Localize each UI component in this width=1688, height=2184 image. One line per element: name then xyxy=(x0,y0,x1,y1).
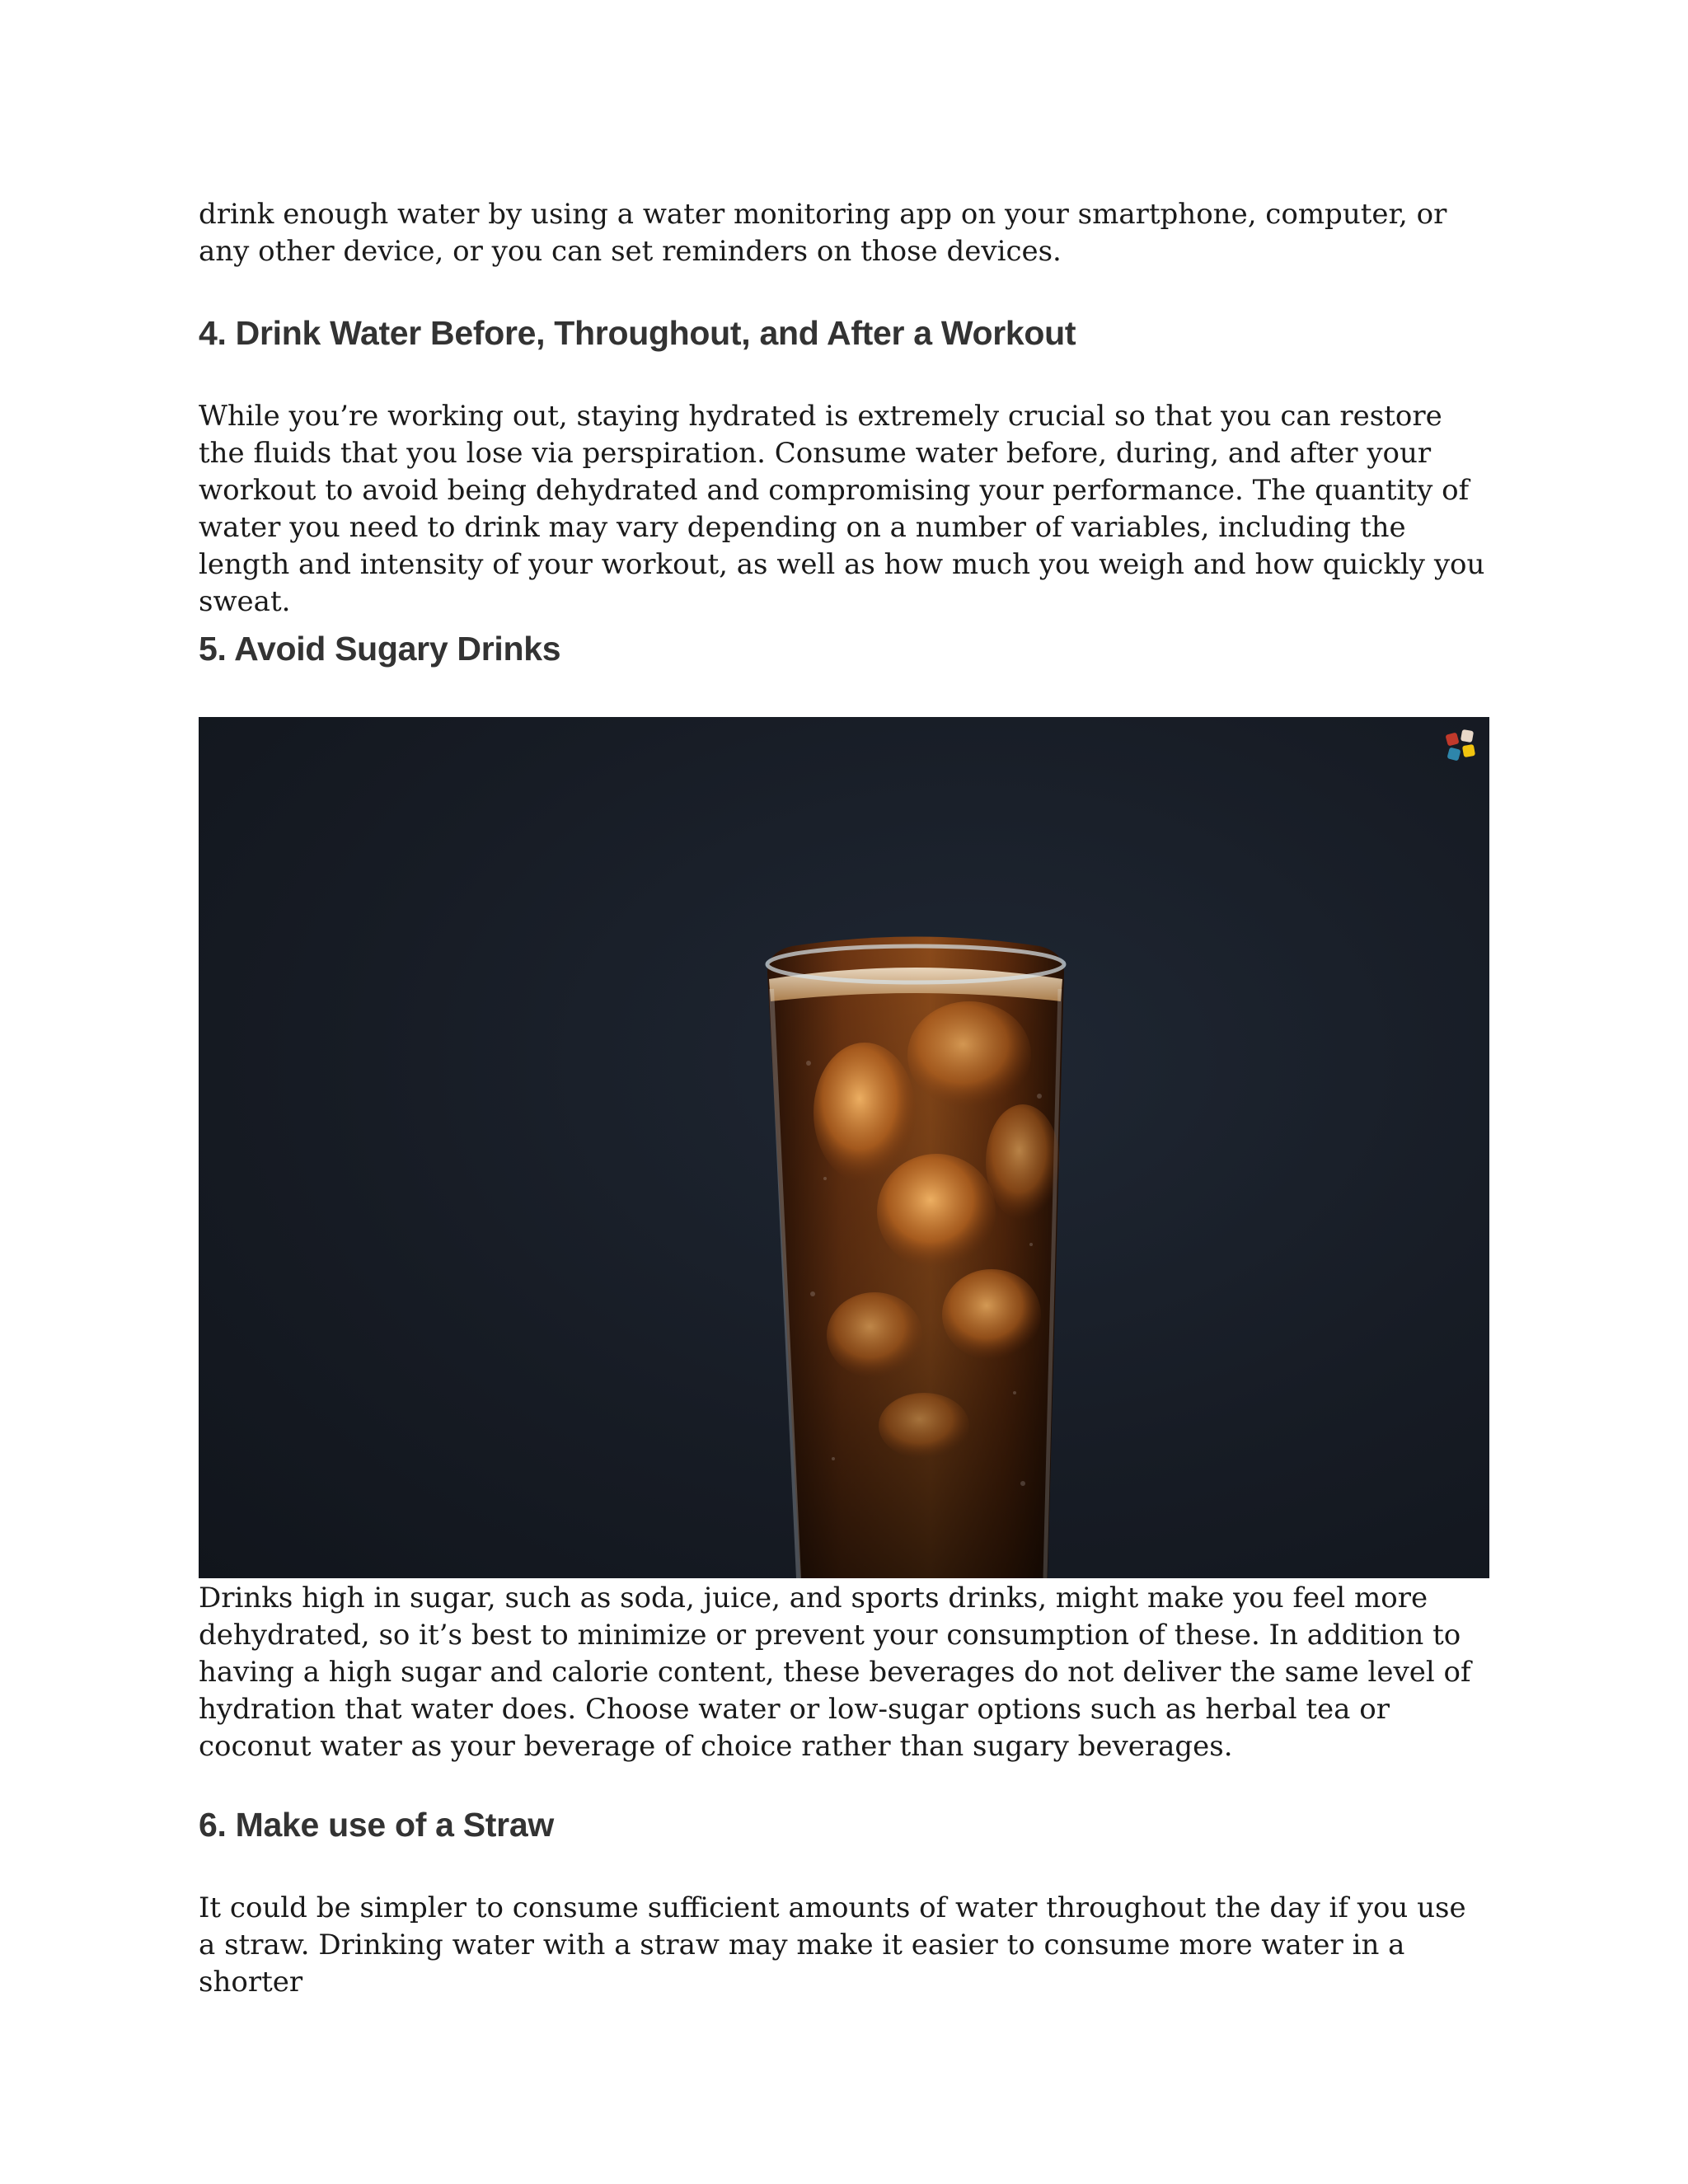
section-heading-workout: 4. Drink Water Before, Throughout, and After a Workout xyxy=(199,314,1076,352)
watermark-logo-icon xyxy=(1442,725,1483,766)
section-body-workout: While you’re working out, staying hydrated is extremely crucial so that you can restore the fluids that you lose via perspiration. Consume water before, during, and after your workout to avoid being dehydrated and compromising your performance. The quantity of water you need to drink may vary depending on a number of variables, including the length and intensity of your workout, as well as how much you weigh and how quickly you sweat. xyxy=(199,400,1485,618)
section-body-straw: It could be simpler to consume sufficient amounts of water throughout the day if you use a straw. Drinking water with a straw may make it easier to consume more water in a shorter xyxy=(199,1891,1466,1999)
ice-cube xyxy=(814,1043,916,1183)
soda-glass-photo xyxy=(199,717,1489,1578)
section-heading-straw: 6. Make use of a Straw xyxy=(199,1806,554,1844)
section-heading-sugary-drinks: 5. Avoid Sugary Drinks xyxy=(199,630,561,668)
intro-paragraph: drink enough water by using a water monitoring app on your smartphone, computer, or any other device, or you can set reminders on those devices. xyxy=(199,198,1447,268)
section-body-sugary-drinks: Drinks high in sugar, such as soda, juice, and sports drinks, might make you feel more dehydrated, so it’s best to minimize or prevent your consumption of these. In addition to having a high sugar and calorie content, these beverages do not deliver the same level of hydration that water does. Choose water or low-sugar options such as herbal tea or coconut water as your beverage of choice rather than sugary beverages. xyxy=(199,1582,1471,1763)
